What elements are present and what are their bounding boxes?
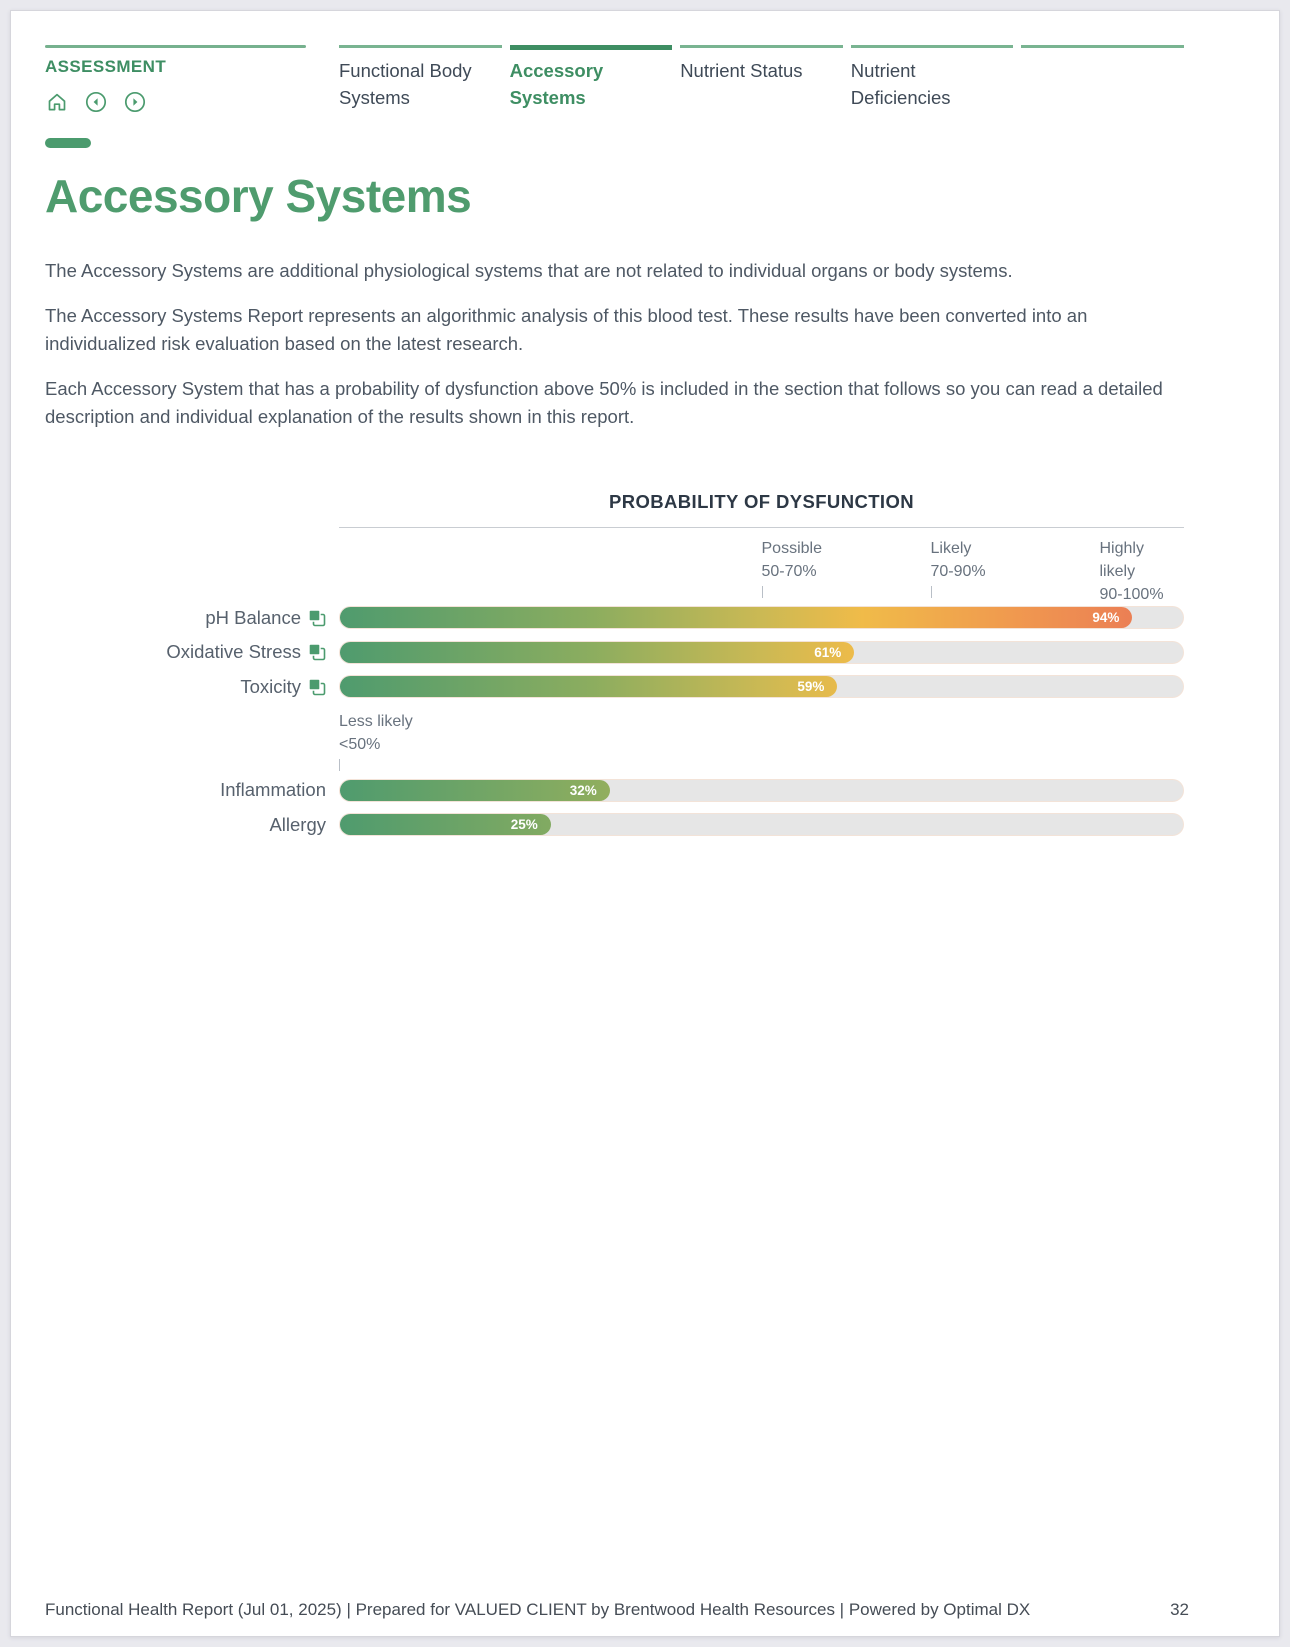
scale-marker-range: 90-100% [1099,586,1164,603]
bar-label-text: Inflammation [220,779,326,800]
scale-marker-range: 50-70% [761,563,817,580]
nav-divider-line [45,45,306,48]
chart-title: PROBABILITY OF DYSFUNCTION [608,491,915,512]
footer-text: Functional Health Report (Jul 01, 2025) | Prepared for VALUED CLIENT by Brentwood Health Resources | Powered by Optimal DX [45,1600,1031,1619]
bar-label [45,607,339,629]
section-label: ASSESSMENT [45,57,167,76]
tab-accessory-systems[interactable]: Accessory Systems [510,45,673,111]
section-link-icon[interactable] [308,609,326,627]
section-link-icon[interactable] [308,643,326,661]
page-number: 32 [1170,1600,1189,1619]
chart-row [45,641,1185,664]
scale-marker-label: Likely [930,540,972,557]
bar-label [45,814,339,836]
bar-label [45,779,339,801]
chart-row [45,813,1185,836]
assessment-nav [45,45,306,114]
scale-tick [762,586,763,598]
section-accent-dash [45,138,91,148]
less-likely-range: <50% [339,735,381,753]
intro-paragraphs [45,257,1185,448]
bar-track [339,779,1184,802]
page-title: Accessory Systems [45,170,472,222]
intro-paragraph: The Accessory Systems Report represents an algorithmic analysis of this blood test. These results have been converted into an individualized risk evaluation based on the latest research. [45,305,1088,354]
chart-rows [45,606,1185,848]
report-footer [45,1600,1245,1620]
bar-label-text: Oxidative Stress [166,641,301,662]
previous-page-icon[interactable] [84,90,108,114]
scale-marker [931,537,1013,598]
tab-slot-empty [1021,45,1184,111]
bar-label-text: Toxicity [240,675,301,697]
bar-track [339,606,1184,629]
report-tabs [339,45,1184,111]
scale-marker-range: 70-90% [930,563,986,580]
chart-row [45,675,1185,698]
bar-label [45,676,339,698]
scale-tick [931,586,932,598]
chart-top-divider [339,527,1184,528]
bar-fill [340,814,551,835]
tab-functional-body-systems[interactable]: Functional Body Systems [339,45,502,111]
next-page-icon[interactable] [123,90,147,114]
less-likely-marker [339,710,1185,771]
scale-marker-label: Possible [761,540,822,557]
probability-of-dysfunction-chart [45,485,1185,855]
section-link-icon[interactable] [308,678,326,696]
intro-paragraph: Each Accessory System that has a probability of dysfunction above 50% is included in the section that follows so you can read a detailed description and individual explanation of the results shown in this report. [45,378,1163,427]
scale-marker [762,537,844,598]
bar-value: 32% [569,782,597,798]
intro-paragraph: The Accessory Systems are additional physiological systems that are not related to individual organs or body systems. [45,260,1013,281]
chart-row [45,606,1185,629]
tab-nutrient-status[interactable]: Nutrient Status [680,45,843,111]
bar-track [339,641,1184,664]
bar-fill [340,780,610,801]
bar-fill [340,607,1132,628]
bar-label [45,641,339,663]
scale-marker [1100,537,1182,606]
bar-fill [340,676,837,697]
bar-value: 94% [1092,610,1120,625]
bar-value: 61% [814,644,842,660]
bar-label-text: Allergy [269,813,326,835]
bar-value: 25% [510,817,538,832]
bar-value: 59% [797,679,825,694]
bar-fill [340,642,854,663]
scale-tick [339,759,340,771]
bar-track [339,675,1184,698]
home-icon[interactable] [45,90,69,114]
scale-marker-label: Highly likely [1099,540,1144,580]
bar-track [339,813,1184,836]
report-page [10,10,1280,1637]
bar-label-text: pH Balance [205,606,301,628]
less-likely-label: Less likely [339,712,413,730]
chart-row [45,779,1185,802]
tab-nutrient-deficiencies[interactable]: Nutrient Deficiencies [851,45,1014,111]
